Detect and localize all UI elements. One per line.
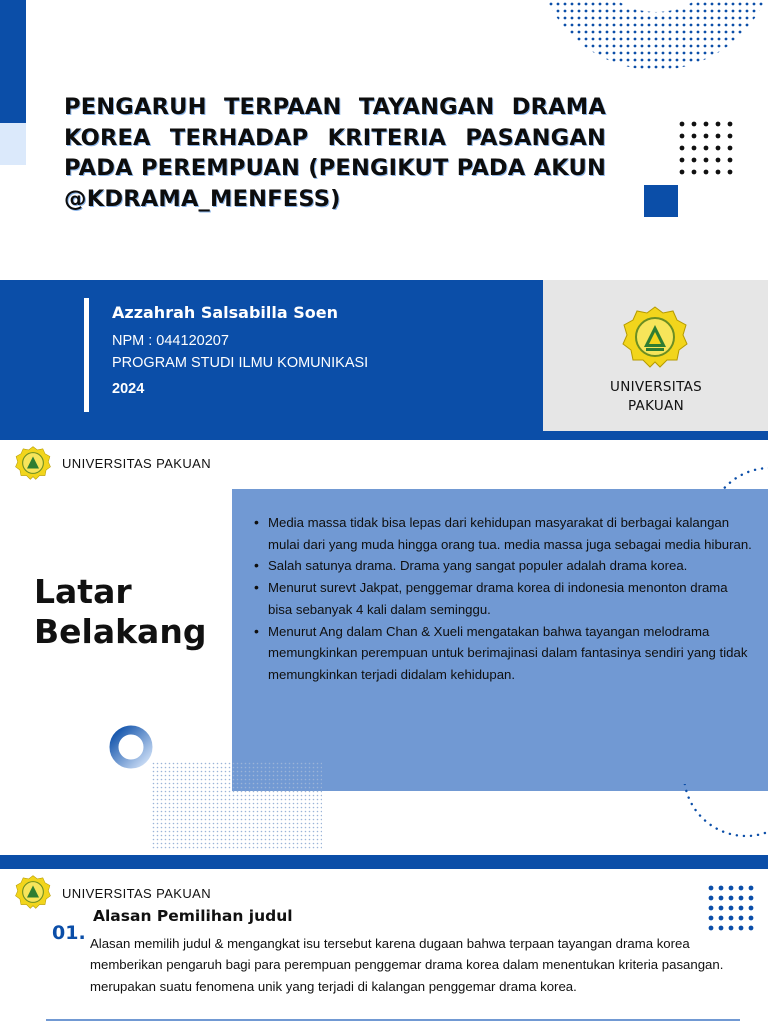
author-name: Azzahrah Salsabilla Soen xyxy=(112,303,338,322)
slide-header: UNIVERSITAS PAKUAN xyxy=(62,886,212,901)
dot-grid-decoration xyxy=(708,885,756,933)
slide-divider-bar xyxy=(0,855,768,869)
author-info xyxy=(112,302,368,400)
left-accent-bar-light xyxy=(0,123,26,165)
student-number: NPM : 044120207 xyxy=(112,333,229,349)
slide-header: UNIVERSITAS PAKUAN xyxy=(62,456,212,471)
list-item: • Media massa tidak bisa lepas dari kehidupan masyarakat di berbagai kalangan mulai dari yang muda hingga orang tua. media massa juga sebagai media hiburan. xyxy=(252,512,752,555)
university-name-line1: UNIVERSITAS xyxy=(610,379,702,395)
university-emblem-icon xyxy=(622,306,688,368)
list-item: • Menurut surevt Jakpat, penggemar drama korea di indonesia menonton drama bisa sebanyak 4 kali dalam seminggu. xyxy=(252,577,752,620)
university-name xyxy=(600,378,712,416)
section-heading-line1: Latar xyxy=(34,572,132,611)
dot-field-decoration xyxy=(152,762,322,850)
section-heading: Alasan Pemilihan judul xyxy=(93,907,293,925)
section-rule xyxy=(46,1019,740,1021)
list-item: • Menurut Ang dalam Chan & Xueli mengatakan bahwa tayangan melodrama memungkinkan perempuan untuk berimajinasi dalam fantasinya sendiri yang tidak memungkinkan terjadi didalam kehidupan. xyxy=(252,621,752,686)
list-item: • Salah satunya drama. Drama yang sangat populer adalah drama korea. xyxy=(252,555,752,577)
ring-decoration xyxy=(106,722,156,772)
blue-square-decoration xyxy=(644,185,678,217)
section-heading-line2: Belakang xyxy=(34,612,207,651)
university-emblem-icon xyxy=(15,446,51,480)
university-name-line2: PAKUAN xyxy=(627,398,685,414)
study-program: PROGRAM STUDI ILMU KOMUNIKASI xyxy=(112,355,369,371)
author-divider xyxy=(84,298,89,412)
title-slide xyxy=(0,0,768,440)
background-slide xyxy=(0,440,768,854)
section-number: 01. xyxy=(52,922,86,944)
section-paragraph: Alasan memilih judul & mengangkat isu tersebut karena dugaan bahwa terpaan tayangan drama korea memberikan pengaruh bagi para perempuan penggemar drama korea dalam menentukan kriteria pasangan. merupakan suatu fenomena unik yang terjadi di kalangan penggemar drama korea. xyxy=(90,936,724,994)
dot-grid-decoration xyxy=(678,120,738,180)
left-accent-bar xyxy=(0,0,26,123)
presentation-title: PENGARUH TERPAAN TAYANGAN DRAMA KOREA TERHADAP KRITERIA PASANGAN PADA PEREMPUAN (PENGIKUT PADA AKUN @KDRAMA_MENFESS) xyxy=(64,94,606,212)
section-heading xyxy=(34,572,206,652)
dotted-arc-decoration xyxy=(676,784,768,844)
reason-slide xyxy=(0,869,768,1024)
university-emblem-icon xyxy=(15,875,51,909)
year: 2024 xyxy=(112,381,145,397)
bullet-list xyxy=(252,512,752,686)
